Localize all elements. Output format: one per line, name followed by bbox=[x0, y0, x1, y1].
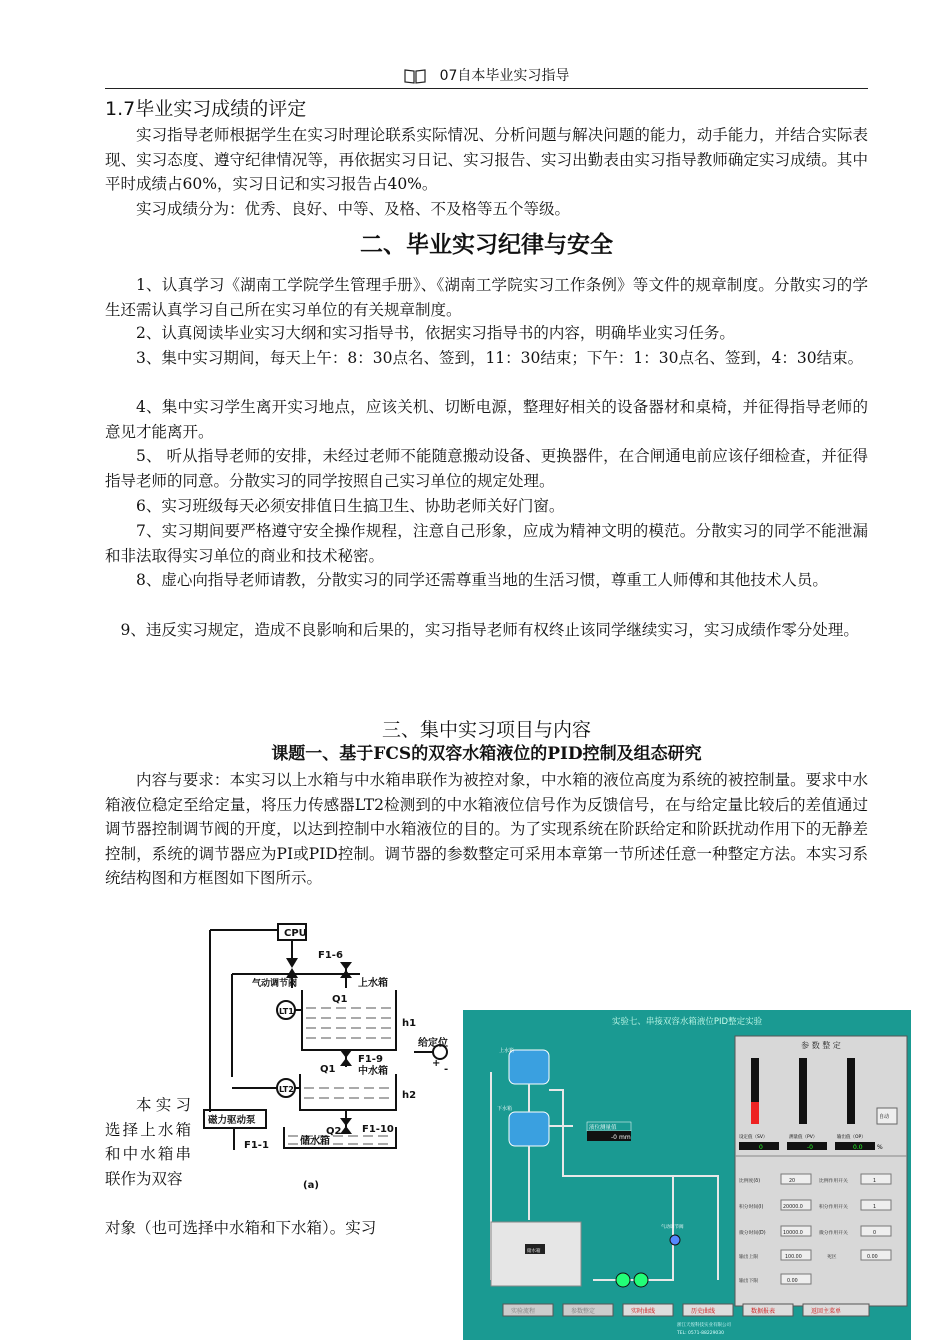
param-label: 比例作用开关 bbox=[819, 1179, 848, 1184]
level-unit: mm bbox=[619, 1134, 631, 1141]
auto-label: 自动 bbox=[879, 1114, 890, 1120]
param-value: 0.00 bbox=[787, 1279, 798, 1284]
btn-label: 历史曲线 bbox=[691, 1308, 716, 1315]
parameter-panel bbox=[735, 1036, 907, 1306]
param-value: 0.00 bbox=[867, 1255, 878, 1260]
sv-value: 0 bbox=[759, 1144, 763, 1151]
param-label: 输出上限 bbox=[739, 1255, 759, 1260]
section-title-1-7: 1.7毕业实习成绩的评定 bbox=[105, 98, 307, 120]
valve-tag-f1-9: F1-9 bbox=[358, 1054, 383, 1065]
param-label: 微分时间(D) bbox=[739, 1231, 766, 1236]
system-structure-diagram bbox=[200, 922, 462, 1150]
paragraph: 内容与要求：本实习以上水箱与中水箱串联作为被控对象，中水箱的液位高度为系统的被控制量。要求中水箱液位稳定至给定量，将压力传感器LT2检测到的中水箱液位信号作为反馈信号，在与给定量比较后的差值通过调节器控制调节阀的开度，以达到控制中水箱液位的目的。为了实现系统在阶跃给定和阶跃扰动作用下的无静差控制，系统的调节器应为PI或PID控制。调节器的参数整定可采用本章第一节所述任意一种整定方法。本实习系统结构图和方框图如下图所示。 bbox=[105, 771, 868, 887]
param-label: 输出下限 bbox=[739, 1279, 759, 1284]
param-label: 死区 bbox=[827, 1255, 837, 1260]
rule-item: 1、认真学习《湖南工学院学生管理手册》、《湖南工学院实习工作条例》等文件的规章制度。分散实习的学生还需认真学习自己所在实习单位的有关规章制度。 bbox=[105, 276, 868, 319]
topic-title: 课题一、基于FCS的双容水箱液位的PID控制及组态研究 bbox=[271, 744, 702, 764]
valve-hmi-label: 气动调节阀 bbox=[661, 1225, 684, 1230]
panel-title: 参 数 整 定 bbox=[801, 1041, 841, 1050]
rule-item: 9、违反实习规定，造成不良影响和后果的，实习指导老师有权终止该同学继续实习，实习成绩作零分处理。 bbox=[120, 621, 859, 639]
rule-item: 3、集中实习期间，每天上午：8：30点名、签到，11：30结束；下午：1：30点名、签到，4：30结束。 bbox=[136, 349, 864, 367]
btn-label: 实验流程 bbox=[511, 1308, 536, 1315]
paragraph: 实习指导老师根据学生在实习时理论联系实际情况、分析问题与解决问题的能力，动手能力，并结合实际表现、实习态度、遵守纪律情况等，再依据实习日记、实习报告、实习出勤表由实习指导教师确定实习成绩。其中平时成绩占60%，实习日记和实习报告占40%。 bbox=[105, 126, 868, 193]
cpu-label: CPU bbox=[284, 928, 307, 939]
lower-tank-hmi: 下水箱 bbox=[497, 1106, 513, 1112]
op-label: 输出值（OP） bbox=[837, 1135, 866, 1140]
height-h1: h1 bbox=[402, 1018, 417, 1029]
hmi-screenshot bbox=[463, 1010, 911, 1340]
rule-item: 8、虚心向指导老师请教，分散实习的同学还需尊重当地的生活习惯，尊重工人师傅和其他技术人员。 bbox=[136, 571, 828, 589]
wrap-text: 本实习选择上水箱和中水箱串联作为双容 bbox=[105, 1096, 191, 1188]
height-h2: h2 bbox=[402, 1090, 417, 1101]
param-value: 0 bbox=[873, 1231, 877, 1236]
param-value: 10000.0 bbox=[783, 1231, 803, 1236]
rule-item: 2、认真阅读毕业实习大纲和实习指导书，依据实习指导书的内容，明确毕业实习任务。 bbox=[136, 324, 735, 342]
storage-tank-label: 储水箱 bbox=[300, 1136, 330, 1147]
flow-q1: Q1 bbox=[332, 994, 348, 1005]
upper-tank-label: 上水箱 bbox=[358, 978, 388, 989]
pump-label: 磁力驱动泵 bbox=[208, 1115, 256, 1126]
param-value: 1 bbox=[873, 1179, 877, 1184]
plus-sign: + bbox=[432, 1058, 441, 1069]
level-label: 液位测量值 bbox=[589, 1125, 617, 1131]
param-label: 积分作用开关 bbox=[819, 1205, 848, 1210]
rule-item: 5、 听从指导老师的安排，未经过老师不能随意搬动设备、更换器件，在合闸通电前应该仔细检查，并征得指导老师的同意。分散实习的同学按照自己实习单位的规定处理。 bbox=[105, 447, 868, 490]
rule-item: 4、集中实习学生离开实习地点，应该关机、切断电源，整理好相关的设备器材和桌椅，并征得指导老师的意见才能离开。 bbox=[105, 398, 868, 441]
page-header bbox=[105, 66, 868, 89]
flow-q2: Q2 bbox=[326, 1126, 342, 1137]
valve-label: 气动调节阀 bbox=[252, 979, 298, 989]
hmi-footer-tel: TEL: 0571-88229030 bbox=[677, 1331, 725, 1336]
setpoint-label: 给定位 bbox=[418, 1038, 448, 1049]
mid-tank-label: 中水箱 bbox=[358, 1066, 388, 1077]
valve-tag-f1-6: F1-6 bbox=[318, 950, 343, 961]
param-value: 100.00 bbox=[785, 1255, 802, 1260]
sensor-lt1: LT1 bbox=[279, 1007, 294, 1016]
paragraph: 实习成绩分为：优秀、良好、中等、及格、不及格等五个等级。 bbox=[136, 200, 571, 218]
store-tank-hmi: 储水箱 bbox=[527, 1249, 541, 1254]
btn-label: 返回主菜单 bbox=[811, 1308, 842, 1315]
part3-title: 三、集中实习项目与内容 bbox=[381, 719, 591, 741]
param-label: 微分作用开关 bbox=[819, 1231, 848, 1236]
pv-label: 测量值（PV） bbox=[789, 1135, 818, 1140]
part2-title: 二、毕业实习纪律与安全 bbox=[360, 232, 613, 258]
rule-item: 6、实习班级每天必须安排值日生搞卫生、协助老师关好门窗。 bbox=[136, 497, 565, 515]
btn-label: 数据报表 bbox=[751, 1308, 776, 1315]
upper-tank-hmi: 上水箱 bbox=[499, 1048, 515, 1054]
valve-tag-f1-1: F1-1 bbox=[244, 1140, 269, 1150]
pv-value: -0 bbox=[807, 1144, 813, 1151]
op-unit: % bbox=[877, 1144, 883, 1151]
hmi-footer: 浙江天煌科技实业有限公司 bbox=[677, 1323, 731, 1328]
flow-q1-b: Q1 bbox=[320, 1064, 336, 1075]
param-value: 1 bbox=[873, 1205, 877, 1210]
op-value: 0.0 bbox=[853, 1144, 863, 1151]
param-value: 20000.0 bbox=[783, 1205, 803, 1210]
figure-caption: (a) bbox=[303, 1180, 319, 1191]
sensor-lt2: LT2 bbox=[279, 1085, 294, 1094]
level-value: -0 bbox=[611, 1134, 617, 1141]
minus-sign: - bbox=[444, 1064, 449, 1075]
btn-label: 参数整定 bbox=[571, 1308, 596, 1315]
paragraph-line: 对象（也可选择中水箱和下水箱）。实习 bbox=[105, 1219, 377, 1237]
book-icon bbox=[404, 68, 426, 84]
param-value: 20 bbox=[789, 1179, 796, 1184]
sv-label: 设定值（SV） bbox=[739, 1135, 768, 1140]
hmi-title: 实验七、串接双容水箱液位PID整定实验 bbox=[611, 1017, 763, 1027]
param-label: 比例度(δ) bbox=[739, 1179, 761, 1184]
btn-label: 实时曲线 bbox=[631, 1308, 656, 1315]
valve-tag-f1-10: F1-10 bbox=[362, 1124, 394, 1135]
param-label: 积分时间(I) bbox=[739, 1205, 764, 1210]
header-text: 07自本毕业实习指导 bbox=[439, 68, 570, 84]
rule-item: 7、实习期间要严格遵守安全操作规程，注意自己形象，应成为精神文明的模范。分散实习的同学不能泄漏和非法取得实习单位的商业和技术秘密。 bbox=[105, 522, 868, 565]
